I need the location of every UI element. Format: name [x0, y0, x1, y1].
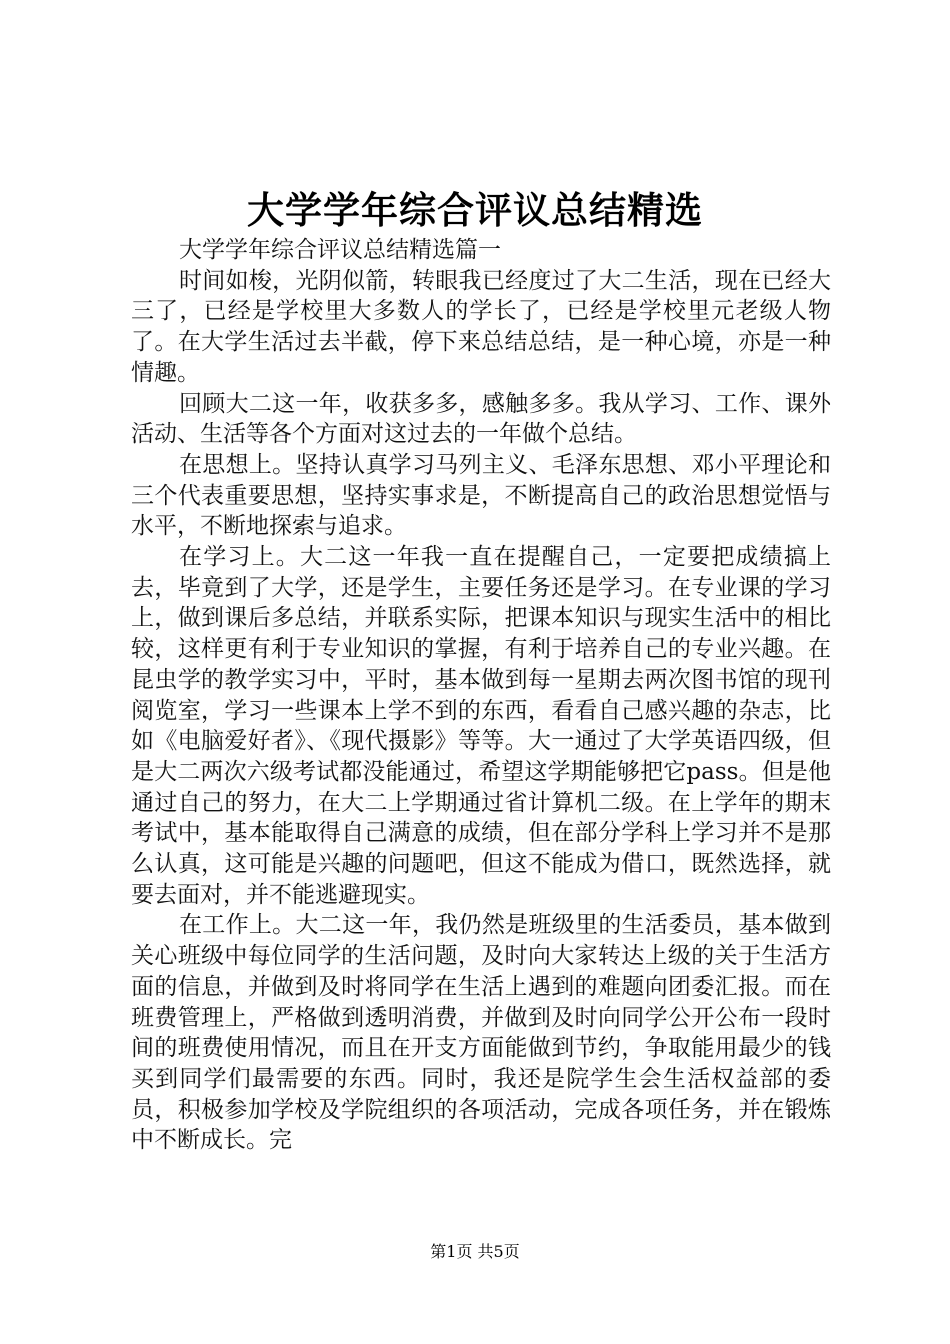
paragraph-work: 在工作上。大二这一年，我仍然是班级里的生活委员，基本做到关心班级中每位同学的生活问题，及时向大家转达上级的关于生活方面的信息，并做到及时将同学在生活上遇到的难题向团委汇报。而在班费管理上，严格做到透明消费，并做到及时向同学公开公布一段时间的班费使用情况，而且在开支方面能做到节约，争取能用最少的钱买到同学们最需要的东西。同时，我还是院学生会生活权益部的委员，积极参加学校及学院组织的各项活动，完成各项任务，并在锻炼中不断成长。完 — [131, 912, 831, 1154]
paragraph-intro: 时间如梭，光阴似箭，转眼我已经度过了大二生活，现在已经大三了，已经是学校里大多数人的学长了，已经是学校里元老级人物了。在大学生活过去半截，停下来总结总结，是一种心境，亦是一种情趣。 — [131, 267, 831, 386]
document-title: 大学学年综合评议总结精选 — [247, 188, 703, 232]
section-heading: 大学学年综合评议总结精选篇一 — [179, 237, 501, 263]
paragraph-thought: 在思想上。坚持认真学习马列主义、毛泽东思想、邓小平理论和三个代表重要思想，坚持实事求是，不断提高自己的政治思想觉悟与水平，不断地探索与追求。 — [131, 451, 831, 540]
paragraph-study: 在学习上。大二这一年我一直在提醒自己，一定要把成绩搞上去，毕竟到了大学，还是学生，主要任务还是学习。在专业课的学习上，做到课后多总结，并联系实际，把课本知识与现实生活中的相比较，这样更有利于专业知识的掌握，有利于培养自己的专业兴趣。在昆虫学的教学实习中，平时，基本做到每一星期去两次图书馆的现刊阅览室，学习一些课本上学不到的东西，看看自己感兴趣的杂志，比如《电脑爱好者》、《现代摄影》等等。大一通过了大学英语四级，但是大二两次六级考试都没能通过，希望这学期能够把它pass。但是他通过自己的努力，在大二上学期通过省计算机二级。在上学年的期末考试中，基本能取得自己满意的成绩，但在部分学科上学习并不是那么认真，这可能是兴趣的问题吧，但这不能成为借口，既然选择，就要去面对，并不能逃避现实。 — [131, 544, 831, 908]
document-body — [131, 235, 831, 1156]
paragraph-review: 回顾大二这一年，收获多多，感触多多。我从学习、工作、课外活动、生活等各个方面对这过去的一年做个总结。 — [131, 390, 831, 448]
page-number-footer: 第1页 共5页 — [430, 1242, 520, 1261]
